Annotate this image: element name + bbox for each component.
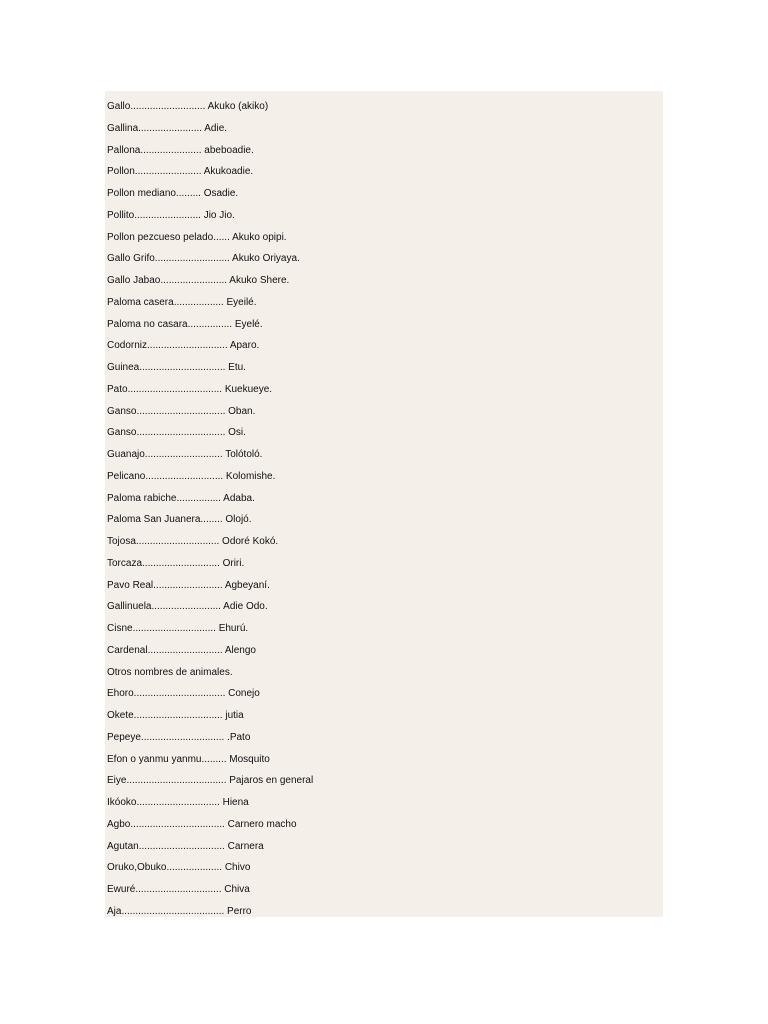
- vocabulary-line: Pollon mediano......... Osadie.: [107, 188, 239, 199]
- vocabulary-line: Cardenal........................... Alengo: [107, 644, 256, 656]
- vocabulary-line: Ikóoko.............................. Hiena: [107, 797, 249, 808]
- vocabulary-line: Pallona...................... abeboadie.: [107, 144, 254, 156]
- vocabulary-line: Gallo........................... Akuko (akiko): [107, 101, 269, 112]
- vocabulary-list: [107, 96, 313, 923]
- vocabulary-line: Ganso................................ Oban.: [107, 405, 256, 417]
- vocabulary-line: Gallina....................... Adie.: [107, 122, 228, 134]
- vocabulary-line: Ganso................................ Osi.: [107, 427, 246, 439]
- vocabulary-line: Torcaza............................ Oriri.: [107, 557, 245, 569]
- vocabulary-line: Gallo Jabao........................ Akuko Shere.: [107, 275, 290, 286]
- vocabulary-line: Pelicano............................ Kolomishe.: [107, 470, 276, 482]
- vocabulary-line: Ewuré............................... Chiva: [107, 884, 250, 895]
- vocabulary-line: Guinea............................... Etu.: [107, 362, 246, 373]
- vocabulary-line: Pato.................................. Kuekueye.: [107, 383, 273, 395]
- vocabulary-line: Ehoro................................. Conejo: [107, 688, 260, 700]
- vocabulary-line: Otros nombres de animales.: [107, 666, 233, 678]
- vocabulary-line: Pepeye.............................. .Pato: [107, 731, 251, 743]
- vocabulary-line: Guanajo............................ Tolótoló.: [107, 449, 263, 460]
- vocabulary-line: Oruko,Obuko.................... Chivo: [107, 862, 251, 874]
- vocabulary-line: Paloma no casara................ Eyelé.: [107, 318, 263, 330]
- vocabulary-line: Agutan............................... Carnera: [107, 840, 264, 852]
- vocabulary-line: Pollon pezcueso pelado...... Akuko opipi.: [107, 231, 287, 243]
- vocabulary-line: Cisne.............................. Ehurú.: [107, 623, 249, 634]
- vocabulary-line: Okete................................ jutia: [107, 710, 244, 721]
- vocabulary-line: Pollon........................ Akukoadie.: [107, 166, 254, 178]
- vocabulary-line: Tojosa.............................. Odoré Kokó.: [107, 536, 279, 547]
- vocabulary-line: Paloma casera.................. Eyeilé.: [107, 296, 257, 308]
- vocabulary-line: Pavo Real......................... Agbeyaní.: [107, 579, 270, 591]
- vocabulary-line: Eiye.................................... Pajaros en general: [107, 775, 314, 787]
- vocabulary-line: Codorniz............................. Aparo.: [107, 340, 260, 352]
- vocabulary-line: Gallo Grifo........................... Akuko Oriyaya.: [107, 253, 300, 265]
- vocabulary-line: Agbo.................................. Carnero macho: [107, 818, 297, 830]
- vocabulary-line: Efon o yanmu yanmu......... Mosquito: [107, 753, 270, 765]
- vocabulary-line: Paloma rabiche................ Adaba.: [107, 492, 255, 504]
- vocabulary-line: Aja..................................... Perro: [107, 905, 252, 917]
- vocabulary-line: Pollito........................ Jio Jio.: [107, 209, 235, 221]
- vocabulary-line: Gallinuela......................... Adie Odo.: [107, 601, 268, 613]
- vocabulary-line: Paloma San Juanera........ Olojó.: [107, 514, 252, 526]
